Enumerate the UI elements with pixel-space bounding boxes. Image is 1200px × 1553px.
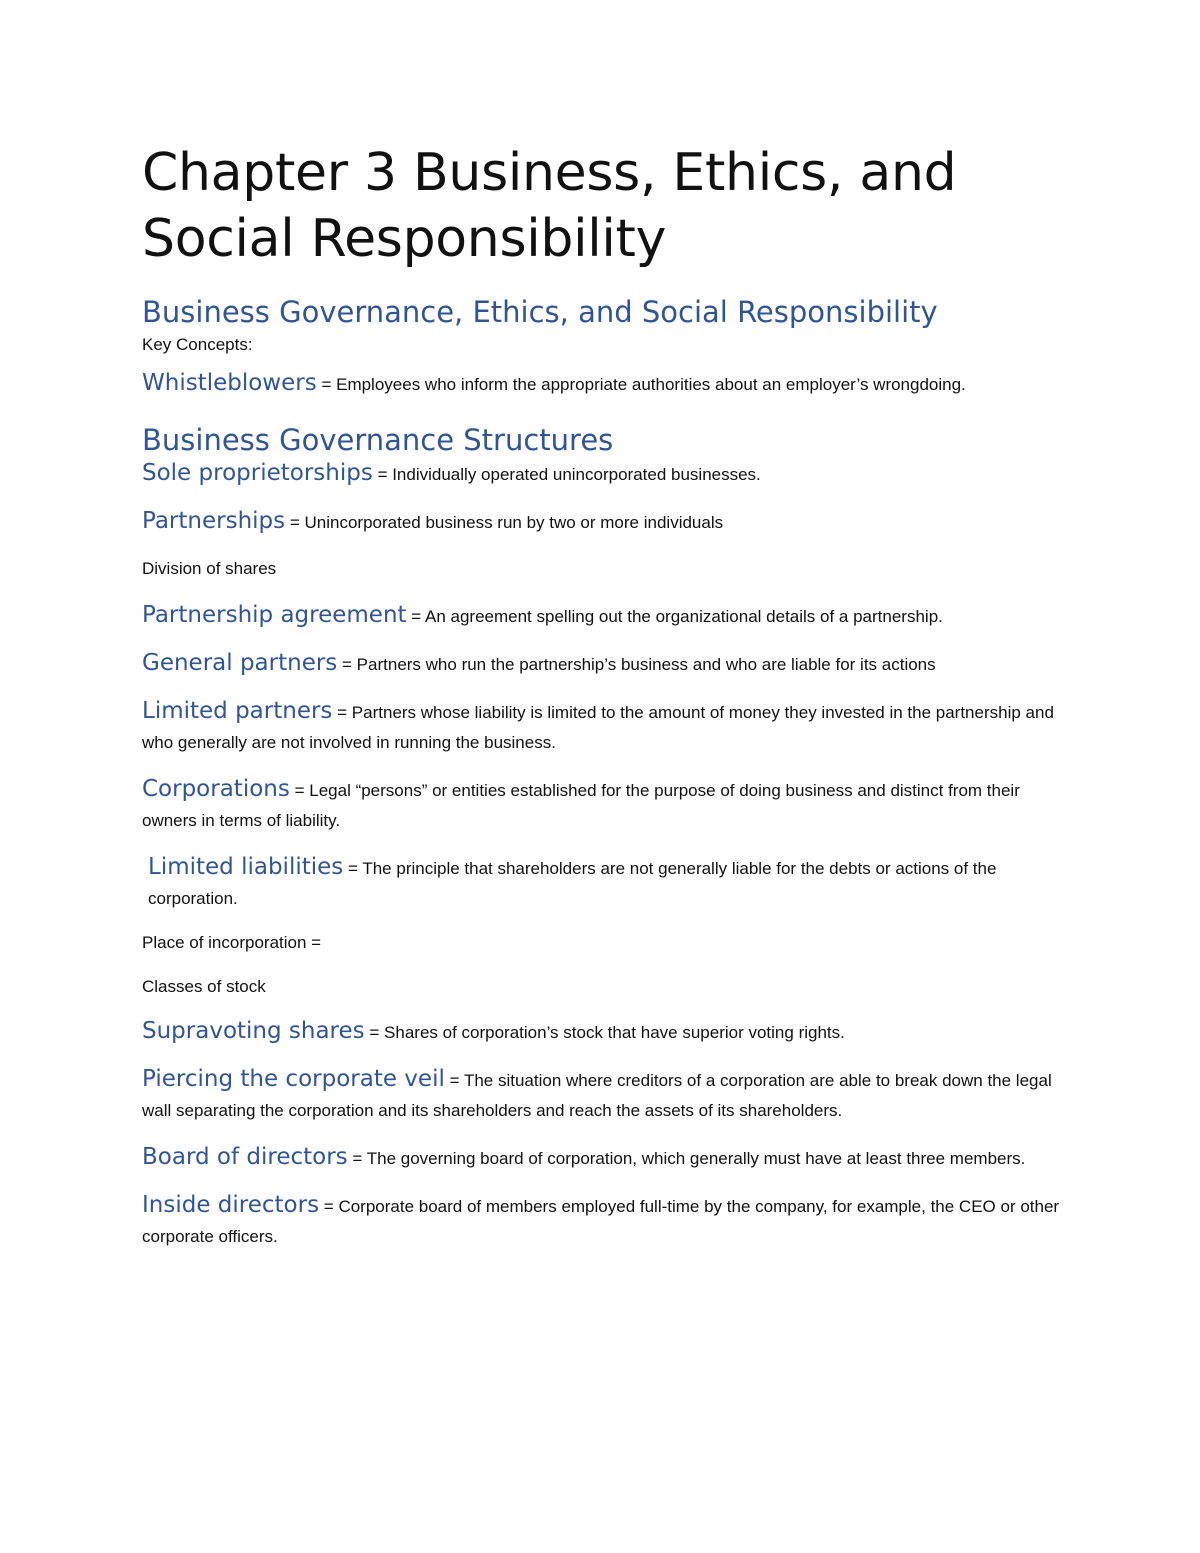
entry-partnerships [142, 506, 1067, 538]
entry-supravoting-shares [142, 1016, 1067, 1048]
entry-definition: = Partners whose liability is limited to the amount of money they invested in the partnership and who generally are not involved in running the business. [142, 703, 1054, 752]
entry-board-of-directors [142, 1142, 1067, 1174]
entry-definition: = Partners who run the partnership’s business and who are liable for its actions [342, 655, 936, 674]
section-heading: Business Governance, Ethics, and Social Responsibility [142, 295, 938, 329]
entry-definition: = Corporate board of members employed full-time by the company, for example, the CEO or other corporate officers. [142, 1197, 1060, 1246]
entry-partnership-agreement [142, 600, 1067, 632]
entry-sole-proprietorships [142, 458, 1067, 490]
entry-definition: = An agreement spelling out the organizational details of a partnership. [411, 607, 943, 626]
entry-limited-liabilities [142, 852, 1067, 914]
entry-definition: = Shares of corporation’s stock that have superior voting rights. [369, 1023, 845, 1042]
document-body [142, 140, 1067, 1252]
entry-definition: = The situation where creditors of a corporation are able to break down the legal wall separating the corporation and its shareholders and reach the assets of its shareholders. [142, 1071, 1052, 1120]
classes-of-stock: Classes of stock [142, 977, 266, 996]
entry-term: Limited liabilities [148, 854, 344, 880]
entry-limited-partners [142, 696, 1067, 758]
entry-term: Inside directors [142, 1192, 320, 1218]
entry-whistleblowers [142, 368, 1067, 400]
entry-term: Supravoting shares [142, 1018, 365, 1044]
entry-term: Piercing the corporate veil [142, 1066, 445, 1092]
entry-corporations [142, 774, 1067, 836]
entry-definition: = Employees who inform the appropriate authorities about an employer’s wrongdoing. [321, 375, 966, 394]
entry-term: General partners [142, 650, 338, 676]
entry-inside-directors [142, 1190, 1067, 1252]
entry-piercing-the-corporate-veil [142, 1064, 1067, 1126]
entry-term: Limited partners [142, 698, 333, 724]
key-concepts-label: Key Concepts: [142, 335, 253, 354]
entry-definition: = Individually operated unincorporated businesses. [377, 465, 761, 484]
entry-term: Partnership agreement [142, 602, 407, 628]
entry-term: Sole proprietorships [142, 460, 373, 486]
entry-definition: = Legal “persons” or entities established for the purpose of doing business and distinct from their owners in terms of liability. [142, 781, 1020, 830]
entry-definition: = The principle that shareholders are not generally liable for the debts or actions of the corporation. [148, 859, 997, 908]
structures-heading: Business Governance Structures [142, 423, 614, 457]
division-of-shares: Division of shares [142, 559, 277, 578]
entry-definition: = Unincorporated business run by two or more individuals [289, 513, 724, 532]
entry-term: Corporations [142, 776, 290, 802]
entry-term: Board of directors [142, 1144, 348, 1170]
place-of-incorporation: Place of incorporation = [142, 933, 322, 952]
entry-term: Partnerships [142, 508, 286, 534]
entry-general-partners [142, 648, 1067, 680]
page-title: Chapter 3 Business, Ethics, and Social Responsibility [142, 143, 957, 269]
entry-definition: = The governing board of corporation, which generally must have at least three members. [352, 1149, 1026, 1168]
entry-term: Whistleblowers [142, 370, 317, 396]
